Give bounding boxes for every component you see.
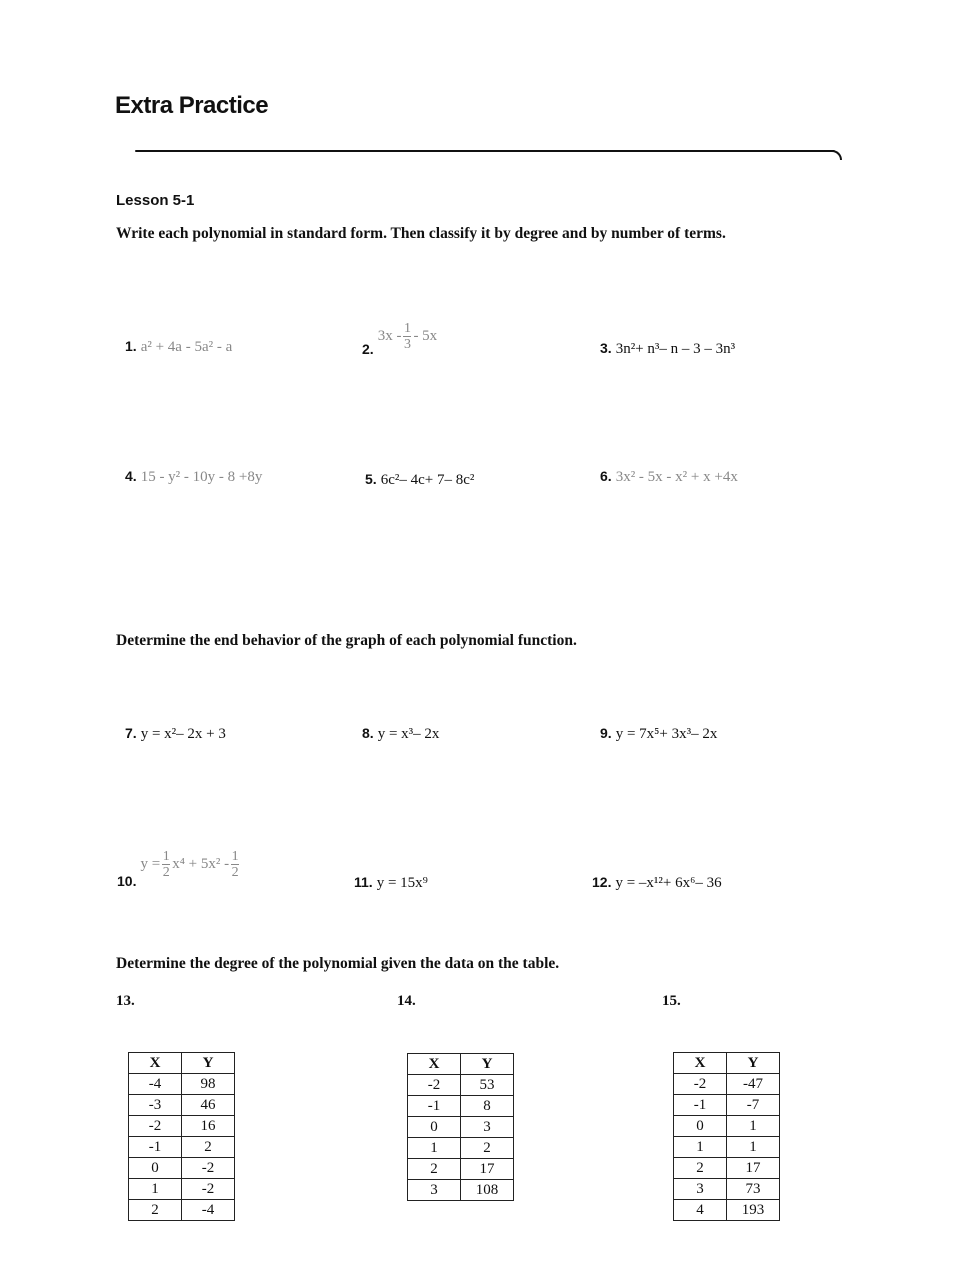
problem-number: 3. [600, 340, 612, 356]
table-cell: 8 [461, 1096, 514, 1117]
problem-9 [600, 725, 717, 743]
problem-1 [125, 338, 232, 356]
problem-11 [354, 874, 428, 892]
problem-15-number: 15. [662, 993, 681, 1009]
denominator: 3 [403, 337, 411, 352]
denominator: 2 [231, 865, 239, 880]
table-cell: 1 [129, 1179, 182, 1200]
table-row [129, 1179, 235, 1200]
table-header-row [674, 1053, 780, 1074]
column-header: X [408, 1054, 461, 1075]
expr-part: 3x - [377, 327, 402, 344]
problem-expression: y = 7x⁵+ 3x³– 2x [615, 726, 718, 742]
table-row [674, 1074, 780, 1095]
table-row [408, 1138, 514, 1159]
problem-number: 6. [600, 468, 612, 484]
table-cell: 98 [182, 1074, 235, 1095]
problem-13-number: 13. [116, 993, 135, 1009]
numerator: 1 [162, 849, 170, 864]
denominator: 2 [162, 865, 170, 880]
page-title: Extra Practice [115, 92, 269, 119]
problem-expression: y = x³– 2x [377, 726, 440, 742]
table-cell: 193 [727, 1200, 780, 1221]
problem-number: 7. [125, 725, 137, 741]
problem-10 [117, 850, 241, 889]
problem-expression [377, 321, 438, 352]
problem-expression: y = 15x⁹ [376, 875, 428, 891]
table-cell: -1 [674, 1095, 727, 1116]
table-cell: 1 [727, 1116, 780, 1137]
problem-number: 1. [125, 338, 137, 354]
table-row [674, 1095, 780, 1116]
table-cell: 53 [461, 1075, 514, 1096]
table-cell: 73 [727, 1179, 780, 1200]
problem-8 [362, 725, 439, 743]
expr-part: y = [140, 855, 161, 872]
problem-expression: 15 - y² - 10y - 8 +8y [140, 469, 263, 485]
data-table-15 [673, 1052, 780, 1221]
problem-4 [125, 468, 262, 486]
column-header: Y [461, 1054, 514, 1075]
problem-number: 2. [362, 340, 374, 357]
table-row [129, 1074, 235, 1095]
problem-number: 12. [592, 874, 612, 890]
expr-part: x⁴ + 5x² - [172, 855, 230, 872]
table-cell: 108 [461, 1180, 514, 1201]
table-cell: -2 [674, 1074, 727, 1095]
column-header: X [129, 1053, 182, 1074]
problem-5 [365, 471, 474, 489]
table-cell: -7 [727, 1095, 780, 1116]
column-header: Y [727, 1053, 780, 1074]
expr-part: - 5x [413, 327, 438, 344]
column-header: X [674, 1053, 727, 1074]
problem-number: 8. [362, 725, 374, 741]
table-cell: 2 [461, 1138, 514, 1159]
problem-expression: y = –x¹²+ 6x⁶– 36 [615, 875, 722, 891]
problem-14-number: 14. [397, 993, 416, 1009]
problem-3 [600, 340, 735, 358]
problem-expression: 3x² - 5x - x² + x +4x [615, 469, 738, 485]
table-header-row [408, 1054, 514, 1075]
table-cell: 46 [182, 1095, 235, 1116]
table-cell: 3 [408, 1180, 461, 1201]
table-cell: -2 [182, 1179, 235, 1200]
table-cell: -3 [129, 1095, 182, 1116]
problem-expression: 3n²+ n³– n – 3 – 3n³ [615, 341, 736, 357]
problem-6 [600, 468, 738, 486]
table-row [674, 1179, 780, 1200]
table-cell: 17 [461, 1159, 514, 1180]
table-row [129, 1137, 235, 1158]
table-cell: 1 [727, 1137, 780, 1158]
table-cell: -47 [727, 1074, 780, 1095]
fraction [231, 850, 239, 879]
table-cell: 17 [727, 1158, 780, 1179]
table-row [408, 1096, 514, 1117]
table-cell: -2 [129, 1116, 182, 1137]
problem-expression: y = x²– 2x + 3 [140, 726, 226, 742]
column-header: Y [182, 1053, 235, 1074]
lesson-heading: Lesson 5-1 [116, 192, 195, 209]
data-table-13 [128, 1052, 235, 1221]
problem-2 [362, 322, 437, 357]
table-cell: 1 [674, 1137, 727, 1158]
data-table-14 [407, 1053, 514, 1201]
table-cell: 2 [674, 1158, 727, 1179]
title-divider-end [826, 150, 842, 160]
table-cell: -2 [182, 1158, 235, 1179]
table-cell: 1 [408, 1138, 461, 1159]
problem-number: 4. [125, 468, 137, 484]
table-cell: -4 [182, 1200, 235, 1221]
table-row [129, 1116, 235, 1137]
table-row [129, 1095, 235, 1116]
table-row [408, 1075, 514, 1096]
problem-7 [125, 725, 226, 743]
table-cell: 3 [674, 1179, 727, 1200]
fraction [162, 850, 170, 879]
table-cell: 4 [674, 1200, 727, 1221]
title-divider [135, 150, 835, 152]
table-cell: 2 [182, 1137, 235, 1158]
table-row [408, 1180, 514, 1201]
table-cell: 2 [408, 1159, 461, 1180]
problem-expression [140, 849, 241, 880]
table-cell: -2 [408, 1075, 461, 1096]
table-cell: -1 [129, 1137, 182, 1158]
problem-number: 10. [117, 872, 137, 889]
problem-number: 11. [354, 874, 373, 890]
problem-expression: a² + 4a - 5a² - a [140, 339, 233, 355]
table-row [408, 1117, 514, 1138]
table-cell: 0 [129, 1158, 182, 1179]
problem-expression: 6c²– 4c+ 7– 8c² [380, 472, 475, 488]
table-row [408, 1159, 514, 1180]
table-row [674, 1116, 780, 1137]
table-row [674, 1158, 780, 1179]
table-row [129, 1200, 235, 1221]
fraction [403, 322, 411, 351]
section3-instruction: Determine the degree of the polynomial given the data on the table. [116, 955, 560, 972]
numerator: 1 [403, 321, 411, 336]
section2-instruction: Determine the end behavior of the graph of each polynomial function. [116, 632, 577, 649]
table-cell: 0 [674, 1116, 727, 1137]
problem-12 [592, 874, 722, 892]
table-row [674, 1137, 780, 1158]
table-cell: -1 [408, 1096, 461, 1117]
table-header-row [129, 1053, 235, 1074]
table-cell: 0 [408, 1117, 461, 1138]
table-cell: -4 [129, 1074, 182, 1095]
problem-number: 9. [600, 725, 612, 741]
table-cell: 3 [461, 1117, 514, 1138]
table-cell: 16 [182, 1116, 235, 1137]
problem-number: 5. [365, 471, 377, 487]
table-cell: 2 [129, 1200, 182, 1221]
table-row [129, 1158, 235, 1179]
section1-instruction: Write each polynomial in standard form. Then classify it by degree and by number of terms. [116, 225, 726, 242]
table-row [674, 1200, 780, 1221]
numerator: 1 [231, 849, 239, 864]
